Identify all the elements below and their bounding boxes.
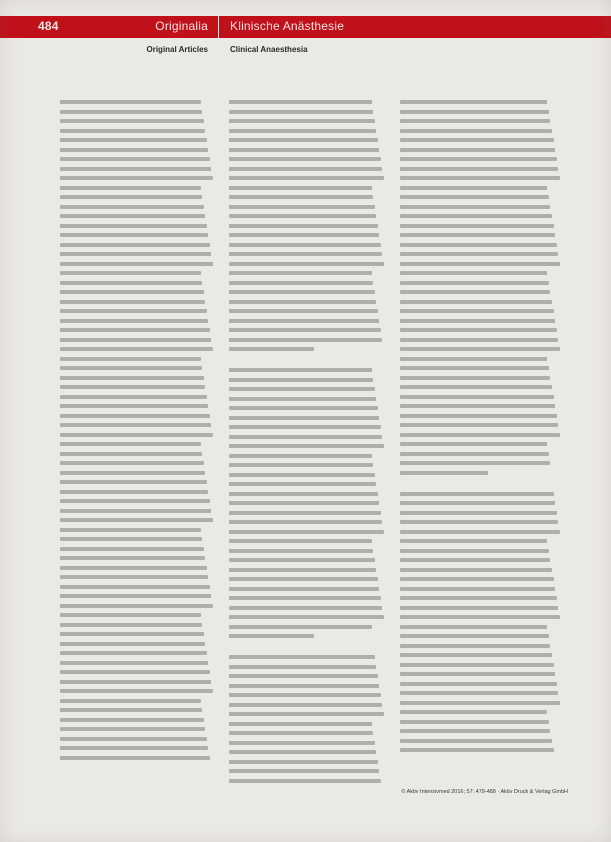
body-text-line xyxy=(60,718,204,722)
body-text-line xyxy=(229,596,381,600)
section-subtitle-english: Clinical Anaesthesia xyxy=(230,45,308,54)
body-text-line xyxy=(229,195,373,199)
body-text-line xyxy=(60,176,213,180)
body-text-line xyxy=(400,672,555,676)
body-text-line xyxy=(60,328,210,332)
body-text-line xyxy=(60,338,211,342)
body-text-line xyxy=(229,233,379,237)
body-text-line xyxy=(229,530,384,534)
body-text-line xyxy=(60,186,201,190)
text-column-3 xyxy=(400,100,560,752)
body-text-line xyxy=(400,701,560,705)
body-text-line xyxy=(60,129,205,133)
body-text-line xyxy=(400,682,557,686)
body-text-line xyxy=(400,710,547,714)
body-text-line xyxy=(400,720,549,724)
body-text-line xyxy=(229,167,382,171)
body-text-line xyxy=(60,404,208,408)
body-text-line xyxy=(229,100,372,104)
body-text-line xyxy=(60,167,211,171)
body-text-line xyxy=(400,110,549,114)
body-text-line xyxy=(229,520,382,524)
body-text-line xyxy=(229,338,382,342)
body-text-line xyxy=(400,167,558,171)
body-text-line xyxy=(60,376,204,380)
body-text-line xyxy=(400,530,560,534)
body-text-line xyxy=(229,665,376,669)
footer-copyright: © Aktiv Intensivmed 2016; 57: 479-488 · Aktiv Druck & Verlag GmbH xyxy=(401,789,568,795)
header-divider xyxy=(218,16,219,38)
body-text-line xyxy=(400,606,558,610)
body-text-line xyxy=(229,473,375,477)
body-text-line xyxy=(400,691,558,695)
body-text-line xyxy=(229,319,379,323)
body-text-line xyxy=(229,425,381,429)
body-text-line xyxy=(60,471,205,475)
body-text-line xyxy=(229,482,376,486)
body-text-line xyxy=(60,661,208,665)
body-text-line xyxy=(400,366,549,370)
body-text-line xyxy=(229,129,376,133)
body-text-line xyxy=(229,271,372,275)
body-text-line xyxy=(400,157,557,161)
body-text-line xyxy=(229,722,372,726)
body-text-line xyxy=(60,566,207,570)
body-text-line xyxy=(400,395,554,399)
body-text-line xyxy=(229,741,375,745)
body-text-line xyxy=(229,119,375,123)
body-text-line xyxy=(400,138,554,142)
body-text-line xyxy=(400,290,550,294)
body-text-line xyxy=(400,520,558,524)
body-text-line xyxy=(60,547,204,551)
body-text-line xyxy=(400,404,555,408)
body-text-line xyxy=(229,138,378,142)
body-text-line xyxy=(400,748,554,752)
body-text-line xyxy=(229,558,375,562)
body-text-line xyxy=(400,176,560,180)
body-text-line xyxy=(60,746,208,750)
body-text-line xyxy=(60,319,208,323)
body-text-line xyxy=(60,556,205,560)
body-text-line xyxy=(229,463,373,467)
body-text-line xyxy=(229,290,375,294)
body-text-line xyxy=(229,501,379,505)
body-text-line xyxy=(400,271,547,275)
body-text-line xyxy=(400,663,554,667)
body-text-line xyxy=(229,368,372,372)
body-text-line xyxy=(400,587,555,591)
body-text-line xyxy=(229,731,373,735)
body-text-line xyxy=(60,423,211,427)
body-text-line xyxy=(400,539,547,543)
body-text-line xyxy=(229,655,375,659)
body-text-line xyxy=(400,433,560,437)
body-text-line xyxy=(60,490,208,494)
body-text-line xyxy=(400,195,549,199)
body-text-line xyxy=(400,501,555,505)
body-text-line xyxy=(229,300,376,304)
body-text-line xyxy=(60,499,210,503)
body-text-line xyxy=(400,577,554,581)
body-text-line xyxy=(400,568,552,572)
body-text-line xyxy=(400,644,550,648)
body-text-line xyxy=(60,452,202,456)
body-text-line xyxy=(60,395,207,399)
body-text-line xyxy=(400,423,558,427)
body-text-line xyxy=(60,518,213,522)
body-text-line xyxy=(229,760,378,764)
body-text-line xyxy=(400,653,552,657)
body-text-line xyxy=(60,651,207,655)
body-text-line xyxy=(60,632,204,636)
body-text-line xyxy=(400,471,488,475)
body-text-line xyxy=(229,435,382,439)
body-text-line xyxy=(60,585,210,589)
body-text-line xyxy=(229,387,375,391)
body-text-line xyxy=(60,224,207,228)
body-text-line xyxy=(229,587,379,591)
body-text-line xyxy=(229,205,375,209)
body-text-line xyxy=(400,511,557,515)
body-text-line xyxy=(229,347,314,351)
body-text-line xyxy=(400,414,557,418)
body-text-line xyxy=(60,461,204,465)
body-text-line xyxy=(60,528,201,532)
section-subtitle-german: Klinische Anästhesie xyxy=(230,19,345,33)
body-text-line xyxy=(60,243,210,247)
body-text-line xyxy=(229,309,378,313)
body-text-line xyxy=(60,214,205,218)
body-text-line xyxy=(229,406,378,410)
page-number: 484 xyxy=(38,19,59,33)
body-text-line xyxy=(229,492,378,496)
body-text-line xyxy=(60,281,202,285)
body-text-line xyxy=(229,684,379,688)
body-text-line xyxy=(229,328,381,332)
body-text-line xyxy=(60,537,202,541)
body-text-line xyxy=(400,452,549,456)
body-text-line xyxy=(60,604,213,608)
body-text-line xyxy=(400,224,554,228)
body-text-line xyxy=(229,577,378,581)
body-text-line xyxy=(60,366,202,370)
body-text-line xyxy=(60,689,213,693)
body-text-line xyxy=(400,281,549,285)
body-text-line xyxy=(400,492,554,496)
body-text-line xyxy=(400,148,555,152)
body-text-line xyxy=(400,596,557,600)
body-text-line xyxy=(400,376,550,380)
body-text-line xyxy=(229,703,382,707)
body-text-line xyxy=(60,727,205,731)
body-text-line xyxy=(60,195,202,199)
body-text-line xyxy=(229,539,372,543)
body-text-line xyxy=(60,670,210,674)
body-text-line xyxy=(60,271,201,275)
body-text-line xyxy=(400,442,547,446)
body-text-line xyxy=(60,442,201,446)
body-text-line xyxy=(400,319,555,323)
body-text-line xyxy=(60,509,211,513)
body-text-line xyxy=(60,347,213,351)
body-text-line xyxy=(400,205,550,209)
paragraph-gap xyxy=(229,644,384,650)
body-text-line xyxy=(60,119,204,123)
body-text-line xyxy=(229,769,379,773)
body-text-line xyxy=(400,186,547,190)
body-text-line xyxy=(229,511,381,515)
body-text-line xyxy=(60,680,211,684)
body-text-line xyxy=(60,613,201,617)
body-text-line xyxy=(400,385,552,389)
body-text-line xyxy=(60,575,208,579)
body-text-line xyxy=(60,205,204,209)
paragraph-gap xyxy=(400,480,560,486)
body-text-line xyxy=(229,625,372,629)
body-text-line xyxy=(400,615,560,619)
body-text-line xyxy=(229,444,384,448)
body-text-line xyxy=(60,642,205,646)
body-text-line xyxy=(229,252,382,256)
body-text-line xyxy=(229,281,373,285)
body-text-line xyxy=(229,262,384,266)
body-text-line xyxy=(229,568,376,572)
body-text-line xyxy=(229,674,378,678)
body-text-line xyxy=(229,214,376,218)
body-text-line xyxy=(229,549,373,553)
body-text-line xyxy=(60,290,204,294)
body-text-line xyxy=(229,712,384,716)
body-text-line xyxy=(400,100,547,104)
body-text-line xyxy=(400,214,552,218)
body-text-line xyxy=(229,615,384,619)
body-text-line xyxy=(229,416,379,420)
body-text-line xyxy=(60,262,213,266)
body-text-line xyxy=(229,378,373,382)
body-text-line xyxy=(400,262,560,266)
body-text-line xyxy=(60,110,202,114)
body-text-line xyxy=(60,157,210,161)
body-text-line xyxy=(400,129,552,133)
body-text-line xyxy=(400,328,557,332)
body-text-line xyxy=(60,357,201,361)
body-text-line xyxy=(400,549,549,553)
section-title-german: Originalia xyxy=(155,19,208,33)
body-text-line xyxy=(400,309,554,313)
body-text-line xyxy=(60,100,201,104)
body-text-line xyxy=(60,699,201,703)
body-text-line xyxy=(229,148,379,152)
body-text-line xyxy=(60,623,202,627)
body-text-line xyxy=(229,224,378,228)
body-text-line xyxy=(60,300,205,304)
body-text-line xyxy=(60,594,211,598)
body-text-line xyxy=(400,461,550,465)
body-text-line xyxy=(400,119,550,123)
body-text-line xyxy=(229,454,372,458)
body-text-line xyxy=(60,737,207,741)
body-text-line xyxy=(400,558,550,562)
body-text-line xyxy=(60,148,208,152)
body-text-line xyxy=(229,176,384,180)
text-column-2 xyxy=(229,100,384,783)
body-text-line xyxy=(60,414,210,418)
body-text-line xyxy=(60,138,207,142)
body-text-line xyxy=(60,252,211,256)
body-text-line xyxy=(400,347,560,351)
body-text-line xyxy=(229,397,376,401)
body-text-line xyxy=(60,233,208,237)
body-text-line xyxy=(60,480,207,484)
body-text-line xyxy=(400,729,550,733)
body-text-line xyxy=(60,433,213,437)
body-text-line xyxy=(400,300,552,304)
body-text-line xyxy=(400,357,547,361)
body-text-line xyxy=(60,385,205,389)
body-text-line xyxy=(400,233,555,237)
body-text-line xyxy=(229,110,373,114)
paragraph-gap xyxy=(229,357,384,363)
body-text-line xyxy=(400,252,558,256)
text-column-1 xyxy=(60,100,213,760)
body-text-line xyxy=(229,634,314,638)
section-title-english: Original Articles xyxy=(146,45,208,54)
body-text-line xyxy=(400,625,547,629)
body-text-line xyxy=(60,309,207,313)
body-text-line xyxy=(229,693,381,697)
body-text-line xyxy=(60,756,210,760)
body-text-line xyxy=(400,243,557,247)
body-text-line xyxy=(400,634,549,638)
body-text-line xyxy=(229,157,381,161)
body-text-line xyxy=(229,186,372,190)
body-text-line xyxy=(400,739,552,743)
body-text-line xyxy=(229,750,376,754)
body-text-line xyxy=(400,338,558,342)
body-text-line xyxy=(229,779,381,783)
body-text-line xyxy=(229,243,381,247)
body-text-line xyxy=(60,708,202,712)
body-text-line xyxy=(229,606,382,610)
